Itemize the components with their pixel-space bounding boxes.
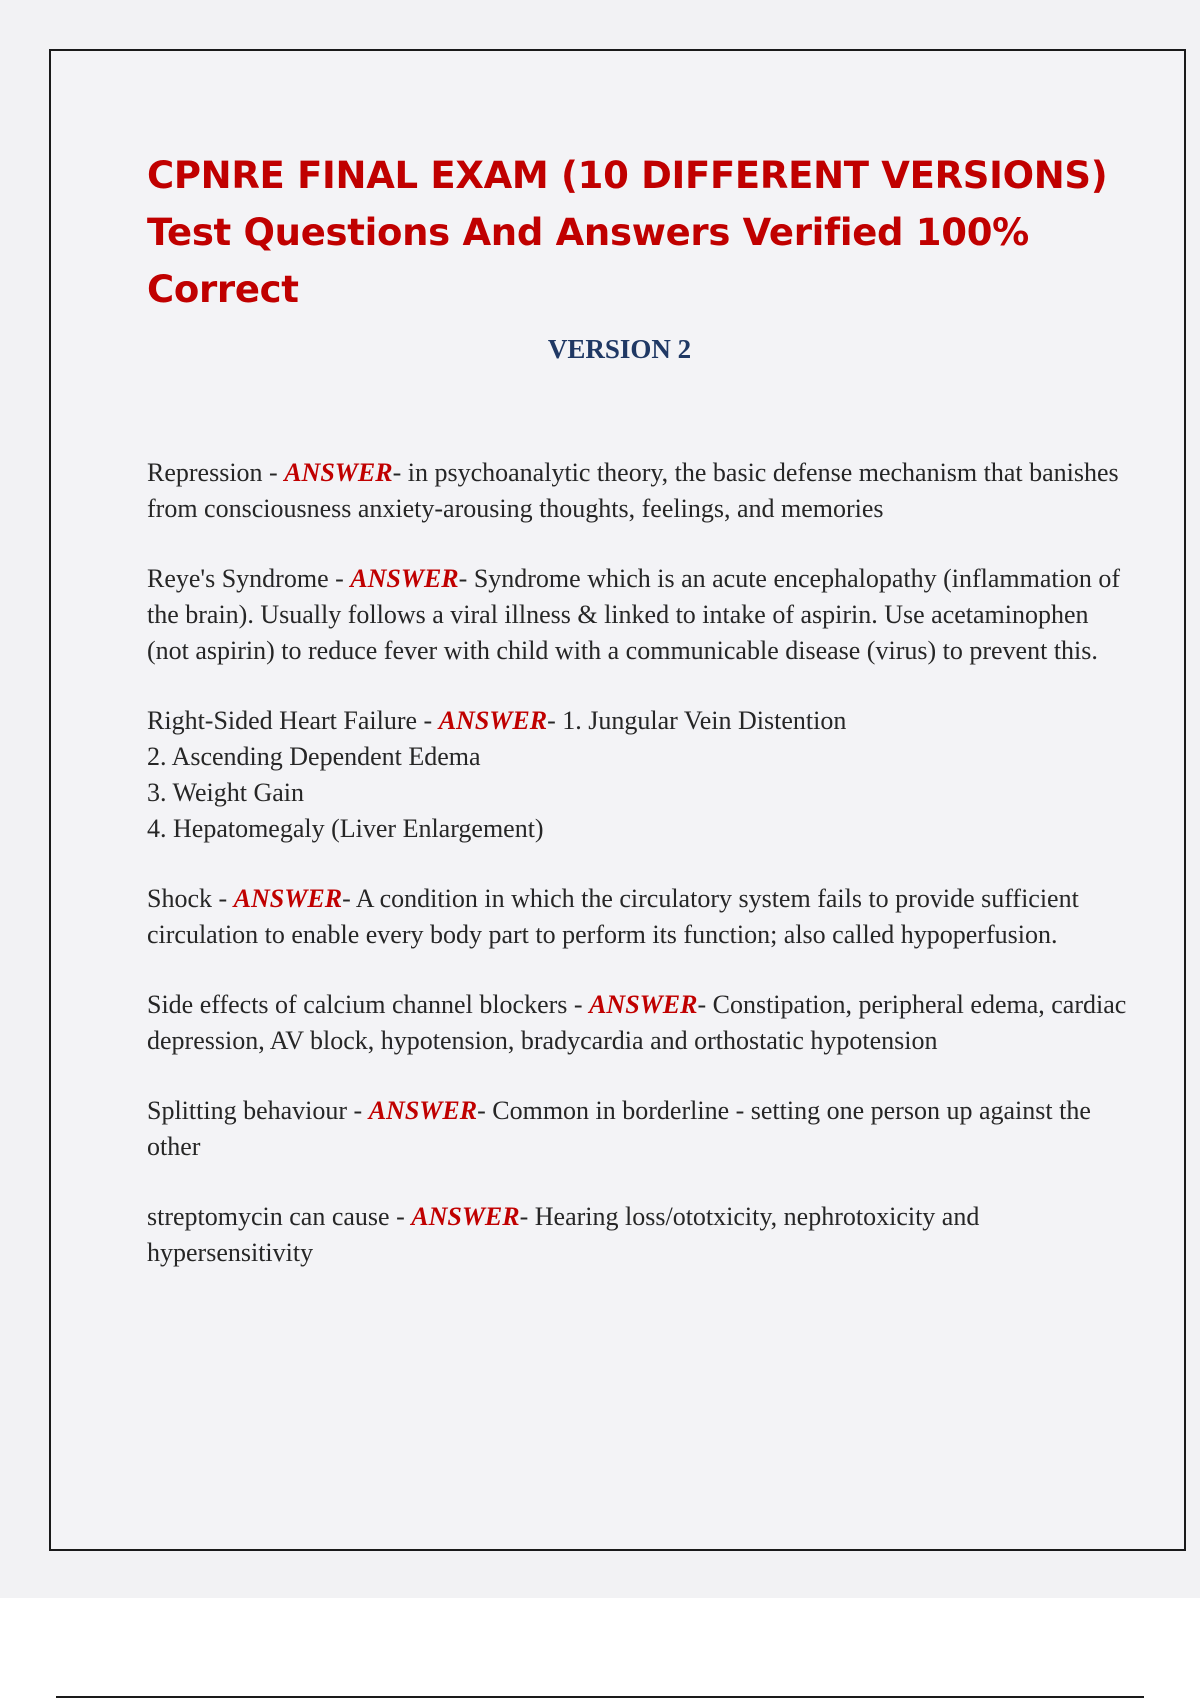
title-line-2: Test Questions And Answers Verified 100%: [147, 211, 1029, 254]
title-line-3: Correct: [147, 268, 299, 311]
answer-label: ANSWER: [411, 1202, 520, 1231]
document-page: [49, 49, 1186, 1551]
qa-entry-shock: [147, 881, 1127, 953]
entry-definition: - A condition in which the circulatory system fails to provide sufficient circulation to enable every body part to perform its function; also called hypoperfusion.: [147, 884, 1079, 949]
entry-definition: - in psychoanalytic theory, the basic defense mechanism that banishes from consciousness anxiety-arousing thoughts, feelings, and memories: [147, 458, 1119, 523]
entry-definition: - Syndrome which is an acute encephalopathy (inflammation of the brain). Usually follows a viral illness & linked to intake of aspirin. Use acetaminophen (not aspirin) to reduce fever with child with a communicable disease (virus) to prevent this.: [147, 564, 1121, 665]
answer-label: ANSWER: [233, 884, 343, 913]
answer-label: ANSWER: [589, 990, 698, 1019]
entry-term: streptomycin can cause -: [147, 1202, 412, 1231]
entry-definition: - Hearing loss/ototxicity, nephrotoxicity and hypersensitivity: [147, 1202, 980, 1267]
title-line-1: CPNRE FINAL EXAM (10 DIFFERENT VERSIONS): [147, 154, 1108, 197]
qa-entry-calcium-channel-blockers: [147, 987, 1127, 1059]
entry-list-line: 2. Ascending Dependent Edema: [147, 742, 481, 771]
answer-label: ANSWER: [284, 458, 393, 487]
qa-entry-right-sided-heart-failure: [147, 703, 1127, 847]
next-page-top-rule: [56, 1696, 1144, 1698]
entry-definition: - 1. Jungular Vein Distention: [547, 706, 847, 735]
entry-list-line: 3. Weight Gain: [147, 778, 305, 807]
qa-entry-repression: [147, 455, 1127, 527]
answer-label: ANSWER: [350, 564, 459, 593]
qa-entry-list: [147, 455, 1127, 1305]
entry-list-line: 4. Hepatomegaly (Liver Enlargement): [147, 814, 544, 843]
answer-label: ANSWER: [438, 706, 548, 735]
qa-entry-reyes-syndrome: [147, 561, 1127, 669]
entry-term: Side effects of calcium channel blockers -: [147, 990, 590, 1019]
entry-definition: - Common in borderline - setting one person up against the other: [147, 1096, 1091, 1161]
version-heading: VERSION 2: [547, 334, 692, 364]
entry-term: Repression -: [147, 458, 285, 487]
entry-term: Right-Sided Heart Failure -: [147, 706, 439, 735]
entry-definition: - Constipation, peripheral edema, cardiac depression, AV block, hypotension, bradycardia and orthostatic hypotension: [147, 990, 1127, 1055]
answer-label: ANSWER: [368, 1096, 478, 1125]
entry-term: Reye's Syndrome -: [147, 564, 351, 593]
qa-entry-splitting-behaviour: [147, 1093, 1127, 1165]
qa-entry-streptomycin: [147, 1199, 1127, 1271]
document-title: [147, 147, 1127, 318]
entry-term: Splitting behaviour -: [147, 1096, 369, 1125]
entry-term: Shock -: [147, 884, 234, 913]
